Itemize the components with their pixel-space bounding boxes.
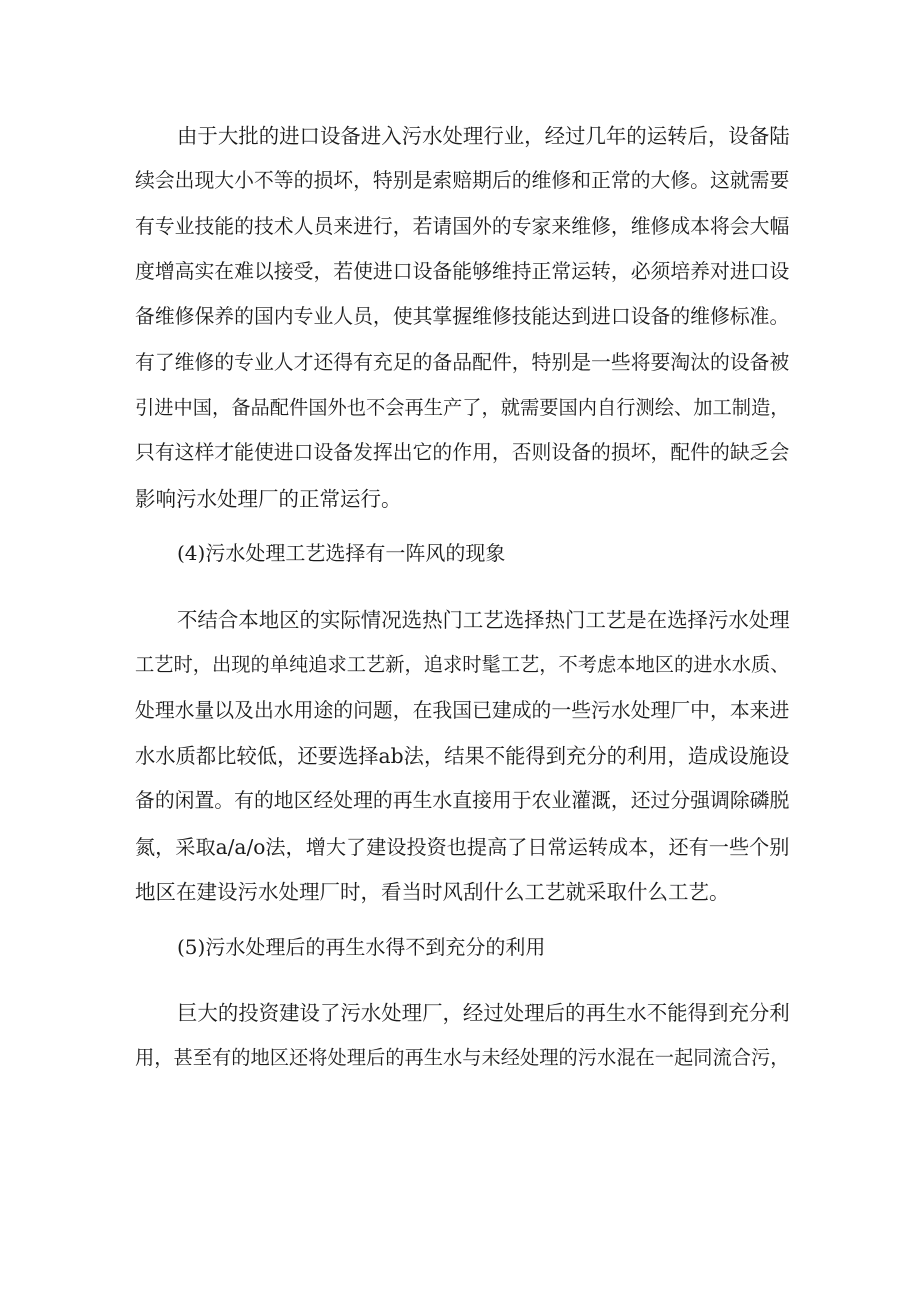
paragraph-line: 引进中国，备品配件国外也不会再生产了，就需要国内自行测绘、加工制造， xyxy=(135,396,790,419)
paragraph-line: 备的闲置。有的地区经处理的再生水直接用于农业灌溉，还过分强调除磷脱 xyxy=(135,789,790,812)
paragraph-line: 有专业技能的技术人员来进行，若请国外的专家来维修，维修成本将会大幅 xyxy=(135,215,790,238)
paragraph-line: 由于大批的进口设备进入污水处理行业，经过几年的运转后，设备陆 xyxy=(177,124,790,148)
paragraph-line: 只有这样才能使进口设备发挥出它的作用，否则设备的损坏，配件的缺乏会 xyxy=(135,441,790,464)
paragraph-line: 影响污水处理厂的正常运行。 xyxy=(135,487,402,511)
paragraph-line: 有了维修的专业人才还得有充足的备品配件，特别是一些将要淘汰的设备被 xyxy=(135,351,790,374)
paragraph-line: 地区在建设污水处理厂时，看当时风刮什么工艺就采取什么工艺。 xyxy=(135,880,730,904)
paragraph-line: 用，甚至有的地区还将处理后的再生水与未经处理的污水混在一起同流合污， xyxy=(135,1046,790,1069)
paragraph-line: 处理水量以及出水用途的问题，在我国已建成的一些污水处理厂中，本来进 xyxy=(135,699,790,722)
paragraph-line: 氮，采取a/a/o法，增大了建设投资也提高了日常运转成本，还有一些个别 xyxy=(135,835,790,859)
paragraph-line: 备维修保养的国内专业人员，使其掌握维修技能达到进口设备的维修标准。 xyxy=(135,305,790,328)
paragraph-line: 水水质都比较低，还要选择ab法，结果不能得到充分的利用，造成设施设 xyxy=(135,744,790,768)
section-heading-4: (4)污水处理工艺选择有一阵风的现象 xyxy=(177,541,506,565)
section-heading-5: (5)污水处理后的再生水得不到充分的利用 xyxy=(177,935,546,959)
paragraph-line: 工艺时，出现的单纯追求工艺新，追求时髦工艺，不考虑本地区的进水水质、 xyxy=(135,653,790,676)
paragraph-line: 巨大的投资建设了污水处理厂，经过处理后的再生水不能得到充分利 xyxy=(177,1001,790,1025)
paragraph-line: 度增高实在难以接受，若使进口设备能够维持正常运转，必须培养对进口设 xyxy=(135,260,790,283)
paragraph-line: 续会出现大小不等的损坏，特别是索赔期后的维修和正常的大修。这就需要 xyxy=(135,169,790,192)
paragraph-line: 不结合本地区的实际情况选热门工艺选择热门工艺是在选择污水处理 xyxy=(177,608,790,632)
